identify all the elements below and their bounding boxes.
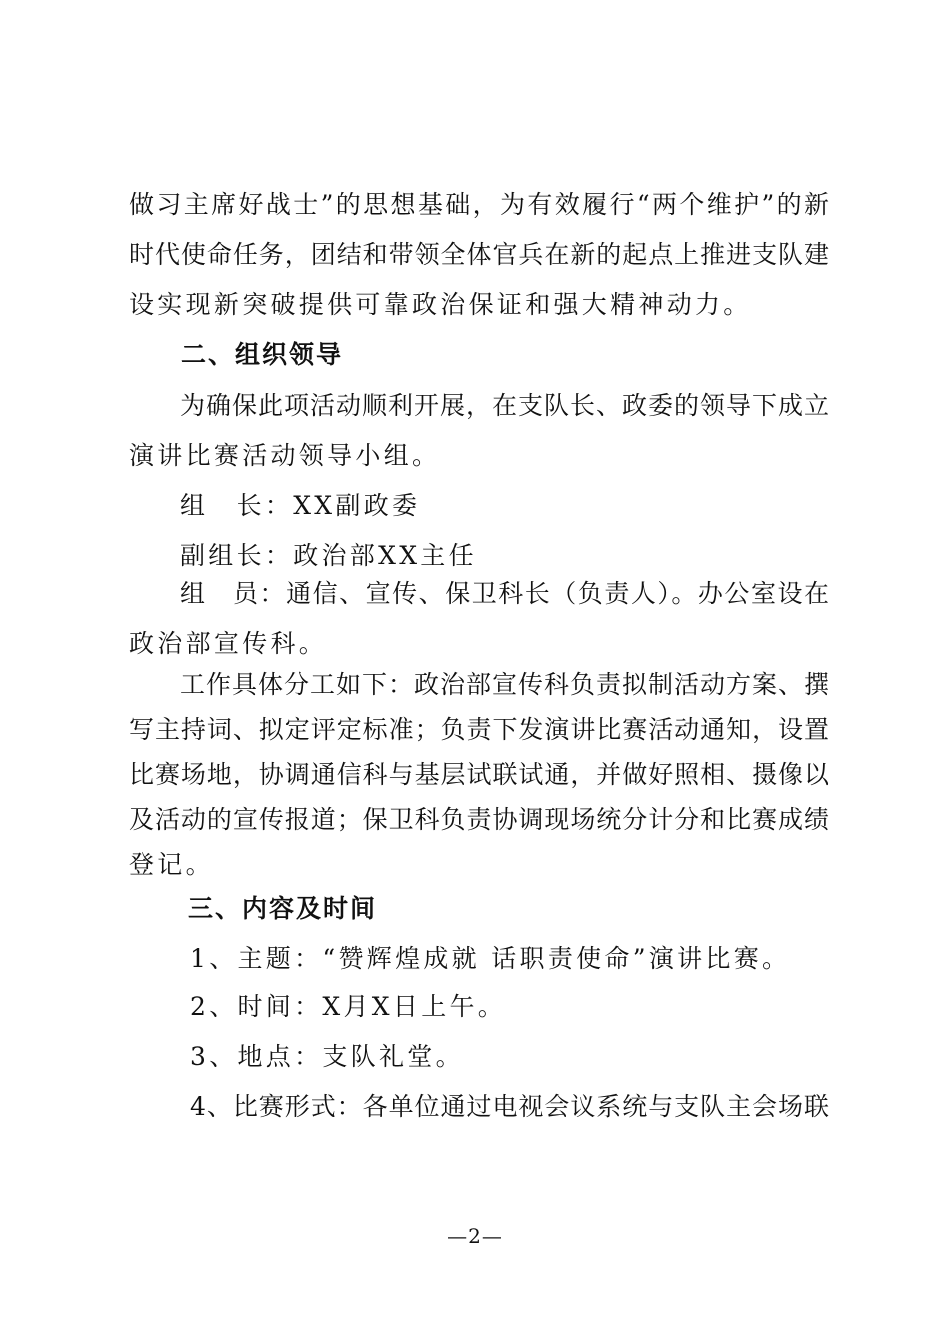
list-item: 1、主题：“赞辉煌成就 话职责使命”演讲比赛。 [190, 944, 791, 973]
section-heading: 三、内容及时间 [188, 894, 378, 923]
paragraph-line: 及活动的宣传报道；保卫科负责协调现场统分计分和比赛成绩 [129, 805, 829, 834]
paragraph-line: 写主持词、拟定评定标准；负责下发演讲比赛活动通知，设置 [129, 715, 829, 744]
paragraph-line: 为确保此项活动顺利开展，在支队长、政委的领导下成立 [180, 391, 829, 420]
deputy-leader-line: 副组长：政治部XX主任 [180, 541, 477, 570]
team-members-line: 组 员：通信、宣传、保卫科长（负责人）。办公室设在 [180, 579, 829, 608]
team-leader-line: 组 长：XX副政委 [180, 491, 421, 520]
paragraph-line: 做习主席好战士”的思想基础，为有效履行“两个维护”的新 [129, 190, 829, 219]
list-item: 2、时间：X月X日上午。 [190, 992, 507, 1021]
list-item: 4、比赛形式：各单位通过电视会议系统与支队主会场联 [190, 1092, 829, 1121]
list-item: 3、地点：支队礼堂。 [190, 1042, 464, 1071]
paragraph-line: 比赛场地，协调通信科与基层试联试通，并做好照相、摄像以 [129, 760, 829, 789]
paragraph-line: 登记。 [129, 850, 214, 879]
paragraph-line: 工作具体分工如下：政治部宣传科负责拟制活动方案、撰 [180, 670, 829, 699]
paragraph-line: 演讲比赛活动领导小组。 [129, 441, 441, 470]
paragraph-line: 设实现新突破提供可靠政治保证和强大精神动力。 [129, 290, 752, 319]
section-heading: 二、组织领导 [181, 340, 344, 369]
page-number: —2— [447, 1224, 503, 1248]
paragraph-line: 时代使命任务，团结和带领全体官兵在新的起点上推进支队建 [129, 240, 829, 269]
paragraph-line: 政治部宣传科。 [129, 629, 328, 658]
